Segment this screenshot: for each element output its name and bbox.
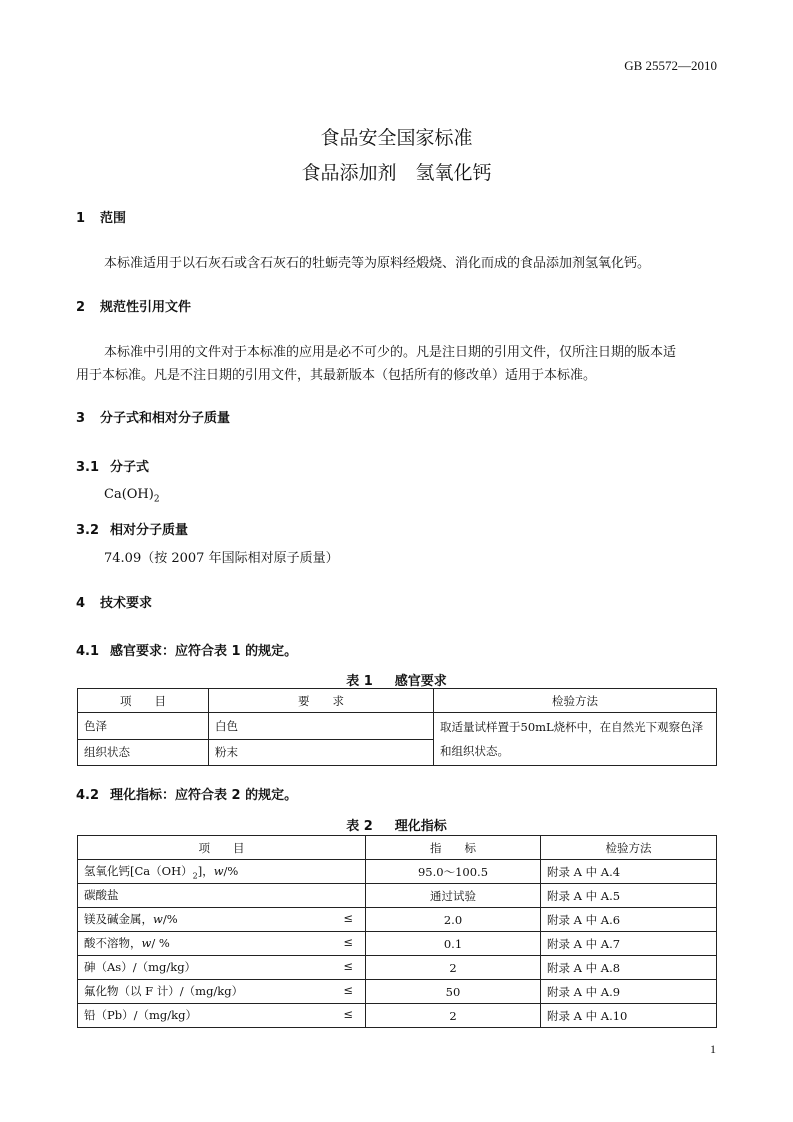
table-header-row	[78, 836, 717, 860]
item-variable: w	[153, 911, 163, 926]
section-title: 分子式	[110, 460, 150, 475]
section-4-2-heading	[76, 784, 297, 803]
table-row	[78, 932, 717, 956]
table-cell-value: 通过试验	[366, 884, 541, 908]
section-2-text-line1: 本标准中引用的文件对于本标准的应用是必不可少的。凡是注日期的引用文件，仅所注日期的版本适	[104, 345, 677, 360]
molecular-formula	[104, 484, 160, 511]
formula-main: Ca(OH)	[104, 487, 154, 502]
table-header-cell: 指 标	[366, 836, 541, 860]
section-title: 感官要求：应符合表 1 的规定。	[110, 644, 298, 659]
section-number: 4.1	[76, 644, 100, 659]
table-cell-item	[78, 980, 366, 1004]
item-text-post: ]，	[197, 863, 214, 878]
table-cell-method: 附录 A 中 A.7	[541, 932, 717, 956]
table-cell-item	[78, 860, 366, 884]
section-number: 3.2	[76, 523, 100, 538]
table-cell-item	[78, 884, 366, 908]
method-line: 和组织状态。	[440, 744, 509, 758]
table-cell-value: 0.1	[366, 932, 541, 956]
section-3-1-heading	[76, 456, 149, 475]
table-cell-method: 附录 A 中 A.6	[541, 908, 717, 932]
standard-number: GB 25572—2010	[624, 58, 717, 73]
table-cell-item	[78, 908, 366, 932]
table-1-caption	[0, 670, 793, 689]
table-header-row	[78, 689, 717, 713]
table-cell-value: 2	[366, 956, 541, 980]
section-title: 理化指标：应符合表 2 的规定。	[110, 788, 298, 803]
item-unit: /%	[162, 911, 178, 926]
less-equal-sign: ≤	[343, 958, 353, 973]
table-header-cell: 检验方法	[541, 836, 717, 860]
table-cell-item: 组织状态	[78, 739, 209, 766]
section-title: 范围	[100, 211, 127, 226]
item-variable: w	[141, 935, 152, 950]
table-cell-item	[78, 1004, 366, 1028]
item-text: 酸不溶物，	[84, 935, 142, 950]
less-equal-sign: ≤	[343, 1006, 353, 1021]
table-2	[77, 835, 717, 1028]
table-cell-method: 附录 A 中 A.10	[541, 1004, 717, 1028]
item-text: 砷（As）/（mg/kg）	[84, 959, 197, 974]
section-number: 3.1	[76, 460, 100, 475]
item-subscript: 2	[192, 871, 198, 881]
table-header-cell: 要 求	[209, 689, 434, 713]
table-row	[78, 884, 717, 908]
section-1-heading	[76, 207, 126, 226]
table-caption-text: 感官要求	[394, 674, 447, 689]
table-cell-value: 95.0～100.5	[366, 860, 541, 884]
table-1	[77, 688, 717, 766]
document-subtitle: 食品添加剂 氢氧化钙	[301, 162, 492, 184]
section-title: 相对分子质量	[110, 523, 189, 538]
section-3-heading	[76, 407, 230, 426]
section-number: 1	[76, 211, 86, 226]
table-header-cell: 检验方法	[434, 689, 717, 713]
section-title: 技术要求	[100, 596, 153, 611]
item-unit: /%	[223, 863, 239, 878]
section-2-heading	[76, 296, 191, 315]
item-variable: w	[213, 863, 224, 878]
item-unit: / %	[151, 935, 170, 950]
table-cell-method: 附录 A 中 A.8	[541, 956, 717, 980]
table-cell-value: 2.0	[366, 908, 541, 932]
item-text: 铅（Pb）/（mg/kg）	[84, 1007, 197, 1022]
less-equal-sign: ≤	[343, 910, 353, 925]
item-text: 镁及碱金属，	[84, 911, 153, 926]
less-equal-sign: ≤	[343, 982, 353, 997]
section-title: 规范性引用文件	[100, 300, 192, 315]
table-header-cell: 项 目	[78, 689, 209, 713]
section-1-text: 本标准适用于以石灰石或含石灰石的牡蛎壳等为原料经煅烧、消化而成的食品添加剂氢氧化钙。	[104, 256, 651, 271]
formula-subscript: 2	[153, 494, 160, 505]
table-row	[78, 860, 717, 884]
table-cell-requirement: 白色	[209, 713, 434, 740]
table-cell-method	[434, 713, 717, 766]
table-caption-text: 理化指标	[394, 819, 447, 834]
section-4-1-heading	[76, 640, 297, 659]
table-2-caption	[0, 815, 793, 834]
less-equal-sign: ≤	[343, 934, 353, 949]
page-number: 1	[710, 1042, 716, 1056]
table-cell-item	[78, 956, 366, 980]
table-cell-requirement: 粉末	[209, 739, 434, 766]
section-number: 2	[76, 300, 86, 315]
table-cell-value: 2	[366, 1004, 541, 1028]
table-row	[78, 1004, 717, 1028]
table-label: 表 1	[346, 674, 373, 689]
section-title: 分子式和相对分子质量	[100, 411, 231, 426]
section-number: 4	[76, 596, 86, 611]
table-cell-method: 附录 A 中 A.4	[541, 860, 717, 884]
table-row	[78, 713, 717, 740]
molecular-weight: 74.09（按 2007 年国际相对原子质量）	[104, 551, 339, 566]
table-row	[78, 908, 717, 932]
section-2-text-line2: 用于本标准。凡是不注日期的引用文件，其最新版本（包括所有的修改单）适用于本标准。	[76, 368, 597, 383]
item-text: 碳酸盐	[84, 887, 119, 902]
table-row	[78, 956, 717, 980]
table-cell-item	[78, 932, 366, 956]
section-3-2-heading	[76, 519, 188, 538]
item-text: 氟化物（以 F 计）/（mg/kg）	[84, 983, 244, 998]
table-label: 表 2	[346, 819, 373, 834]
table-cell-value: 50	[366, 980, 541, 1004]
section-number: 4.2	[76, 788, 100, 803]
table-header-cell: 项 目	[78, 836, 366, 860]
table-row	[78, 980, 717, 1004]
table-cell-item: 色泽	[78, 713, 209, 740]
section-number: 3	[76, 411, 86, 426]
table-cell-method: 附录 A 中 A.5	[541, 884, 717, 908]
method-line: 取适量试样置于50mL烧杯中，在自然光下观察色泽	[440, 720, 704, 734]
document-title: 食品安全国家标准	[320, 127, 473, 149]
section-4-heading	[76, 592, 152, 611]
table-cell-method: 附录 A 中 A.9	[541, 980, 717, 1004]
item-text: 氢氧化钙[Ca（OH）	[84, 863, 193, 878]
